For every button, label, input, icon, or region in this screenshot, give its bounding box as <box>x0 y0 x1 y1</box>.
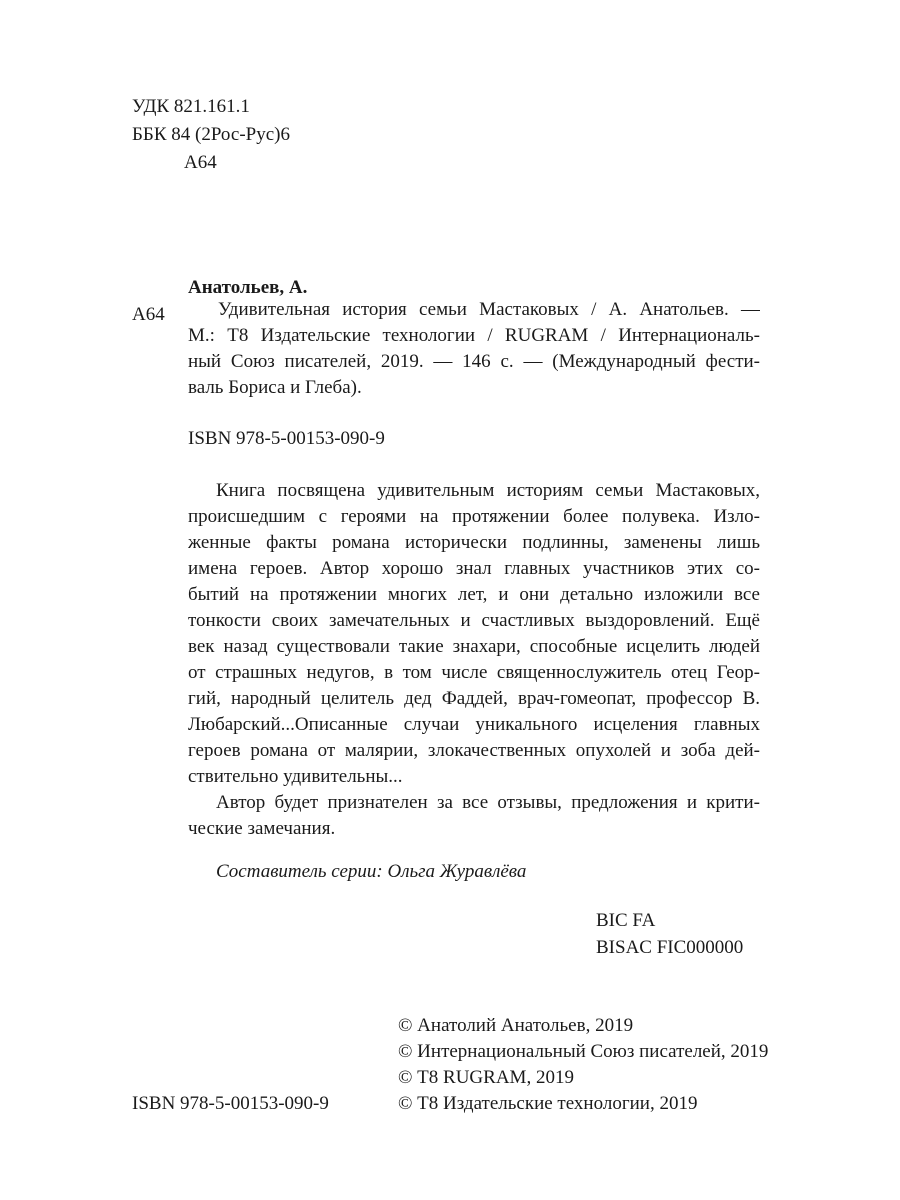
annotation-line: происшедшим с героями на протяжении более полувека. Изло- <box>188 506 760 527</box>
annotation-line: женные факты романа исторически подлинны, заменены лишь <box>188 532 760 553</box>
annotation-line: гий, народный целитель дед Фаддей, врач-гомеопат, профессор В. <box>188 688 760 709</box>
annotation <box>188 478 760 842</box>
isbn-bottom: ISBN 978-5-00153-090-9 <box>132 1093 329 1114</box>
bib-line: Удивительная история семьи Мастаковых / А. Анатольев. — <box>218 299 760 320</box>
series-compiler: Составитель серии: Ольга Журавлёва <box>216 861 527 882</box>
annotation-line: Книга посвящена удивительным историям семьи Мастаковых, <box>216 480 760 501</box>
annotation-line: героев романа от малярии, злокачественных опухолей и зоба дей- <box>188 740 760 761</box>
annotation-line: ствительно удивительны... <box>188 766 403 787</box>
bisac-code: BISAC FIC000000 <box>596 937 744 958</box>
annotation-line: от страшных недугов, в том числе священнослужитель отец Геор- <box>188 662 760 683</box>
udk-code: УДК 821.161.1 <box>132 96 250 117</box>
author-mark: А64 <box>184 152 217 173</box>
copyright-line: © Интернациональный Союз писателей, 2019 <box>398 1041 769 1062</box>
author-heading: Анатольев, А. <box>188 277 308 298</box>
bib-line: ный Союз писателей, 2019. — 146 с. — (Международный фести- <box>188 351 760 372</box>
record-author-mark: А64 <box>132 304 165 325</box>
annotation-line: имена героев. Автор хорошо знал главных участников этих со- <box>188 558 760 579</box>
annotation-line: бытий на протяжении многих лет, и они детально изложили все <box>188 584 760 605</box>
annotation-line: тонкости своих замечательных и счастливых выздоровлений. Ещё <box>188 610 760 631</box>
bib-line: валь Бориса и Глеба). <box>188 377 362 398</box>
annotation-line: век назад существовали такие знахари, способные исцелить людей <box>188 636 760 657</box>
annotation-line: Автор будет признателен за все отзывы, предложения и крити- <box>216 792 760 813</box>
isbn: ISBN 978-5-00153-090-9 <box>188 428 385 449</box>
copyright-line: © Т8 Издательские технологии, 2019 <box>398 1093 698 1114</box>
bib-line: М.: Т8 Издательские технологии / RUGRAM / Интернациональ- <box>188 325 760 346</box>
copyright-line: © Т8 RUGRAM, 2019 <box>398 1067 574 1088</box>
bibliographic-description <box>188 297 760 401</box>
annotation-line: ческие замечания. <box>188 818 336 839</box>
copyright-line: © Анатолий Анатольев, 2019 <box>398 1015 634 1036</box>
bic-code: BIC FA <box>596 910 656 931</box>
annotation-line: Любарский...Описанные случаи уникального исцеления главных <box>188 714 760 735</box>
bbk-code: ББК 84 (2Рос-Рус)6 <box>132 124 290 145</box>
